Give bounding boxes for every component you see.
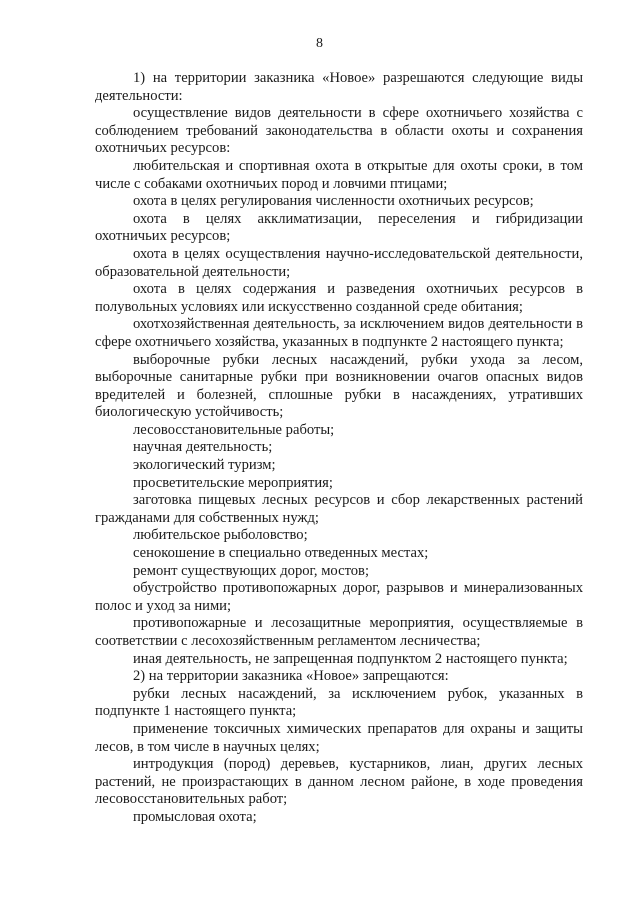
paragraph: противопожарные и лесозащитные мероприятия, осуществляемые в соответствии с лесохозяйственным регламентом лесничества;	[95, 615, 583, 649]
paragraph: охота в целях регулирования численности охотничьих ресурсов;	[133, 193, 534, 210]
paragraph: охотхозяйственная деятельность, за исключением видов деятельности в сфере охотничьего хозяйства, указанных в подпункте 2 настоящего пункта;	[95, 316, 583, 350]
paragraph: осуществление видов деятельности в сфере охотничьего хозяйства с соблюдением требований законодательства в области охоты и сохранения охотничьих ресурсов:	[95, 105, 583, 157]
document-body	[95, 70, 583, 827]
paragraph: научная деятельность;	[133, 439, 273, 456]
paragraph: 2) на территории заказника «Новое» запрещаются:	[133, 668, 449, 685]
paragraph: иная деятельность, не запрещенная подпунктом 2 настоящего пункта;	[133, 650, 568, 667]
paragraph: любительское рыболовство;	[133, 527, 308, 544]
paragraph: заготовка пищевых лесных ресурсов и сбор лекарственных растений гражданами для собственных нужд;	[95, 492, 583, 526]
page-number: 8	[316, 36, 323, 51]
paragraph: экологический туризм;	[133, 457, 276, 474]
paragraph: просветительские мероприятия;	[133, 474, 333, 491]
paragraph: выборочные рубки лесных насаждений, рубки ухода за лесом, выборочные санитарные рубки при возникновении очагов опасных видов вредителей и болезней, сплошные рубки в насаждениях, утративших биологическую устойчивость;	[95, 351, 583, 421]
paragraph: 1) на территории заказника «Новое» разрешаются следующие виды деятельности:	[95, 70, 583, 104]
paragraph: любительская и спортивная охота в открытые для охоты сроки, в том числе с собаками охотничьих пород и ловчими птицами;	[95, 157, 583, 192]
paragraph: ремонт существующих дорог, мостов;	[133, 562, 369, 579]
paragraph: охота в целях акклиматизации, переселения и гибридизации охотничьих ресурсов;	[95, 210, 583, 245]
paragraph: лесовосстановительные работы;	[133, 421, 335, 438]
paragraph: охота в целях содержания и разведения охотничьих ресурсов в полувольных условиях или искусственно созданной среде обитания;	[95, 281, 583, 315]
paragraph: обустройство противопожарных дорог, разрывов и минерализованных полос и уход за ними;	[95, 580, 583, 614]
paragraph: применение токсичных химических препаратов для охраны и защиты лесов, в том числе в научных целях;	[95, 720, 583, 755]
paragraph: сенокошение в специально отведенных местах;	[133, 545, 429, 562]
paragraph: интродукция (пород) деревьев, кустарников, лиан, других лесных растений, не произрастающих в данном лесном районе, в ходе проведения лесовосстановительных работ;	[95, 756, 583, 808]
paragraph: промысловая охота;	[133, 808, 257, 825]
paragraph: рубки лесных насаждений, за исключением рубок, указанных в подпункте 1 настоящего пункта;	[95, 685, 583, 720]
paragraph: охота в целях осуществления научно-исследовательской деятельности, образовательной деятельности;	[95, 245, 583, 280]
